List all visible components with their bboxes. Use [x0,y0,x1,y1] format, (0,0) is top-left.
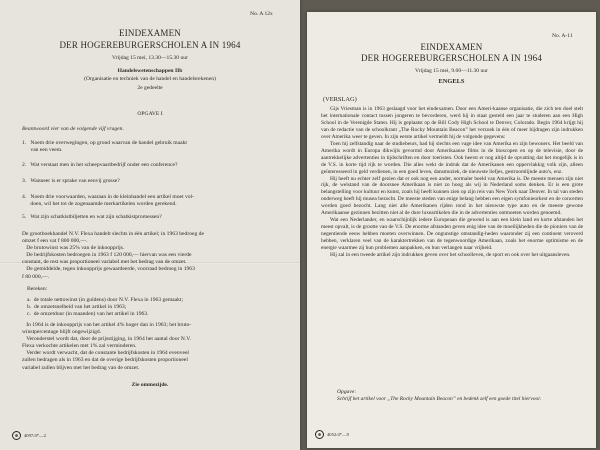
report-paragraph: Hij heeft nu echter zelf gezien dat er ook nog een ander, normaler beeld van Amerika is. De meeste mensen zijn niet rijk, de welstand van de doorsnee Amerikaan is niet zo hoog als wij in Nederland soms denken. Er is een grote belangstelling voor kultuur en kunst, zoals hij heeft kunnen zien op zijn reis van New York naar Denver. In tal van steden onderweg heeft hij musea bezocht. De meeste steden van enige belang hebben een eigen symfonieorkest en de concerten worden goed bezocht. Lang niet alle Amerikanen rijden rond in het nieuwste type auto en de meeste gewone Amerikaanse gezinnen bezitten niet al de dure luxeartikelen die in de advertenties ontmoeten worden genoemd. [321,175,583,217]
opgave-label: Opgave: [337,389,357,395]
exam-title: EINDEXAMEN [420,42,483,52]
question-4: 4. Noem drie voorwaarden, waaraan in de kleinhandel een artikel moet vol- doen, wil het tot de zogenaamde merkartikelen worden gerekend. [22,194,194,208]
report-paragraph: Hij zal in een tweede artikel zijn indrukken geven over het schoolleven, de sport en ook over het uitgaansleven. [330,252,571,259]
print-stamp: ✽ 4052/4*—9 [315,430,349,439]
exam-subject: ENGELS [438,78,465,85]
turn-over-note: Zie ommezijde. [131,382,169,388]
print-stamp: ✽ 4097/4*—2 [12,431,46,440]
question-2: 2. Wat verstaat men in het scheepvaartbedrijf onder een conference? [22,162,178,168]
doc-number: No. A-11 [552,33,573,39]
exam-title: EINDEXAMEN [119,28,181,38]
case-paragraph-2: In 1964 is de inkoopprijs van het artikel 4% hoger dan in 1963; het bruto- winstpercentage blijft ongewijzigd. Veronderstel wordt dat, door de prijsstijging, in 1964 het aantal door N.V. Flexa verkochte artikelen met 1% zal verminderen. Verder wordt verwacht, dat de constante bedrijfskosten in 1964 evenveel zullen bedragen als in 1963 en dat de overige bedrijfskosten proportioneel variabel zullen blijven met het bedrag van de omzet. [22,322,192,371]
exam-part: 2e gedeelte [137,85,163,91]
opgave-heading: OPGAVE I [137,111,163,117]
report-paragraph: Gijs Vriesman is in 1963 geslaagd voor het eindexamen. Door een Ameri-kaanse organisatie, die zich ten doel stelt het internationale contact tussen jongeren te bevorderen, werd hij in staat gesteld een jaar te studeren aan een High School in de Verenigde Staten. Hij is geplaatst op de Bill Cody High School te Denver, Colorado. Begin 1964 krijgt hij van de redactie van de schoolkrant „The Rocky Mountain Beacon” het verzoek in één of meer bijdragen zijn indrukken over Amerika weer te geven. In zijn eerste artikel vermeldt hij de volgende gegevens: [321,106,583,140]
exam-title-school: DER HOGEREBURGERSCHOLEN A IN 1964 [59,40,241,50]
exam-subject: Handelswetenschappen IIb [117,68,183,74]
report-body [321,106,583,259]
opgave-text: Schrijf het artikel voor „The Rocky Mountain Beacon” en bedenk zelf een goede titel hiervoor. [337,396,542,402]
report-paragraph: Toen hij zelfstandig naar de studiebeurs, had hij slechts een vage idee van Amerika en zijn bewoners. Het beeld van Amerika wordt in Europa dikwijls gevormd door Amerikaanse films in de bioscopen en op de televisie, door de aantrekkelijke advertenties in tijdschriften en door toeristen. Ook heerst er nog altijd de opvatting dat het mogelijk is in de V.S. in korte tijd rijk te worden. Die alles wekt de indruk dat de Amerikanen een oppervlakkig volk zijn, alleen geïnteresseerd in geld verdienen, in een goed leven, dansmuziek, de nieuwste liefjes, gestroomlijnde auto's, enz. [321,140,583,175]
exam-title-school: DER HOGEREBURGERSCHOLEN A IN 1964 [360,53,543,63]
seal-icon: ✽ [12,431,21,440]
case-paragraph-1: De grootboekhandel N.V. Flexa handelt slechts in één artikel; in 1963 bedroeg de omzet f een vat f 800 000,—. De brutowinst was 25% van de inkoopprijs. De bedrijfskosten bedroegen in 1963 f 120 000,— hiervan was een vierde constant, de rest was proportioneel variabel met het bedrag van de omzet. De gemiddelde, tegen inkoopprijs gewaardeerde, voorraad bedroeg in 1963 f 80 000,—. [22,231,204,280]
instruction: Beantwoord vier van de volgende vijf vragen. [22,126,124,132]
report-paragraph: Wat een Nederlander, en waarschijnlijk iedere Europeaan die gewend is aan een klein land en korte afstanden het meest opvalt, is de grootte van de V.S. De enorme afstanden geven enig idee van de moeilijkheden die de pioniers van de negentiende eeuw hebben moeten overwinnen. De ongunstige omstandig-heden waaronder zij een continent veroverd hebben, verklaren veel van de karaktertrekken van de tegenwoordige Amerikaan, zoals het enorme optimisme en de energie waarmee zij hun problemen aanpakken, en hun verlangen naar vrijheid. [321,217,583,252]
bereken-label: Bereken: [27,286,48,292]
exam-datetime: Vrijdag 15 mei, 9.00—11.30 uur [415,68,488,74]
seal-icon: ✽ [315,430,324,439]
question-1: 1. Noem drie overwegingen, op grond waarvan de handel gebruik maakt van een veem. [22,140,187,154]
bereken-items: a. de totale nettowinst (in guldens) door N.V. Flexa in 1963 gemaakt; b. de omzetsnelheid van het artikel in 1963; c. de omzetduur (in maanden) van het artikel in 1963. [27,297,184,318]
question-5: 5. Wat zijn schatkistbiljetten en wat zijn schatkistpromessen? [22,214,162,220]
doc-number: No. A 12x [250,11,273,17]
question-3: 3. Wanneer is er sprake van eenvij grosse? [22,178,120,184]
right-exam-sheet [307,12,596,448]
section-label: (VERSLAG) [323,96,357,103]
exam-datetime: Vrijdag 15 mei, 13.30—15.30 uur [112,55,188,61]
exam-subtitle: (Organisatie en techniek van de handel en handelsrekenen) [84,76,216,82]
